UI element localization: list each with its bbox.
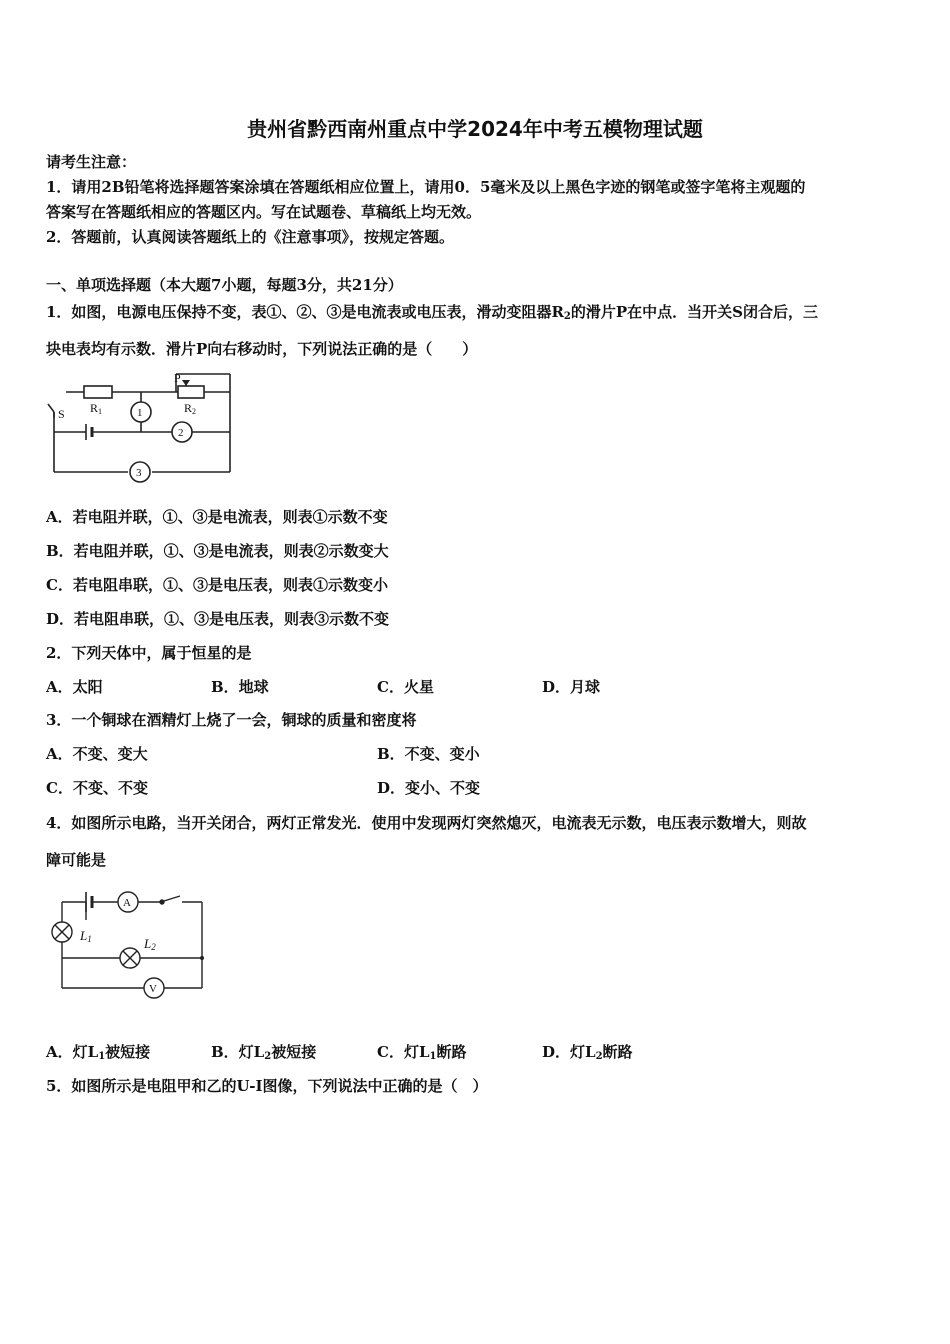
q1-fig-label-s: S [58,407,65,421]
q1-stem-line-2: 块电表均有示数．滑片P向右移动时，下列说法正确的是（ ） [46,340,478,358]
slider-arrow-icon [182,380,190,386]
q3-option-a: A．不变、变大 [46,745,148,763]
q1-fig-label-r2: R2 [184,401,197,416]
q1-fig-meter-1: 1 [137,407,143,419]
notice-item-2: 2．答题前，认真阅读答题纸上的《注意事项》，按规定答题。 [46,228,454,246]
notice-item-1-line-1: 1．请用2B铅笔将选择题答案涂填在答题纸相应位置上，请用0．5毫米及以上黑色字迹的钢笔或签字笔将主观题的 [46,178,806,196]
notice-heading: 请考生注意： [46,153,137,171]
q1-circuit-diagram [44,368,244,484]
q1-stem-line-1: 1．如图，电源电压保持不变，表①、②、③是电流表或电压表，滑动变阻器$R_2$的滑片P在中点．当开关S闭合后，三 [46,303,819,322]
section-heading: 一、单项选择题（本大题7小题，每题3分，共21分） [46,276,403,294]
q1-fig-label-r1: R1 [90,401,103,416]
notice-item-1-line-2: 答案写在答题纸相应的答题区内。写在试题卷、草稿纸上均无效。 [46,203,482,221]
q4-option-a: A．灯$L_1$被短接 [46,1043,151,1062]
q4-fig-label-l2: L2 [144,936,156,952]
q3-option-c: C．不变、不变 [46,779,148,797]
q4-option-d: D．灯$L_2$断路 [542,1043,633,1062]
q4-option-b: B．灯$L_2$被短接 [211,1043,317,1062]
q4-stem-line-1: 4．如图所示电路，当开关闭合，两灯正常发光．使用中发现两灯突然熄灭，电流表无示数，电压表示数增大，则故 [46,814,807,832]
q1-option-b: B．若电阻并联，①、③是电流表，则表②示数变大 [46,542,389,560]
q4-circuit-diagram [44,884,214,1004]
q4-option-c: C．灯$L_1$断路 [377,1043,467,1062]
q1-fig-meter-2: 2 [178,427,184,439]
q2-stem: 2．下列天体中，属于恒星的是 [46,644,252,662]
q2-option-a: A．太阳 [46,678,103,696]
q2-option-b: B．地球 [211,678,269,696]
q1-option-c: C．若电阻串联，①、③是电压表，则表①示数变小 [46,576,388,594]
q1-fig-label-p: P [174,371,181,385]
q2-option-d: D．月球 [542,678,601,696]
q3-option-d: D．变小、不变 [377,779,481,797]
q4-stem-line-2: 障可能是 [46,851,107,869]
q1-option-d: D．若电阻串联，①、③是电压表，则表③示数不变 [46,610,390,628]
q5-stem: 5．如图所示是电阻甲和乙的U-I图像，下列说法中正确的是（ ） [46,1077,488,1095]
q4-fig-ammeter-label: A [123,897,131,909]
page-title: 贵州省黔西南州重点中学2024年中考五模物理试题 [247,117,703,141]
q4-fig-voltmeter-label: V [149,983,157,995]
q3-option-b: B．不变、变小 [377,745,480,763]
q1-option-a: A．若电阻并联，①、③是电流表，则表①示数不变 [46,508,388,526]
q3-stem: 3．一个铜球在酒精灯上烧了一会，铜球的质量和密度将 [46,711,417,729]
q2-option-c: C．火星 [377,678,434,696]
q4-fig-label-l1: L1 [80,928,92,944]
q1-fig-meter-3: 3 [136,467,142,479]
